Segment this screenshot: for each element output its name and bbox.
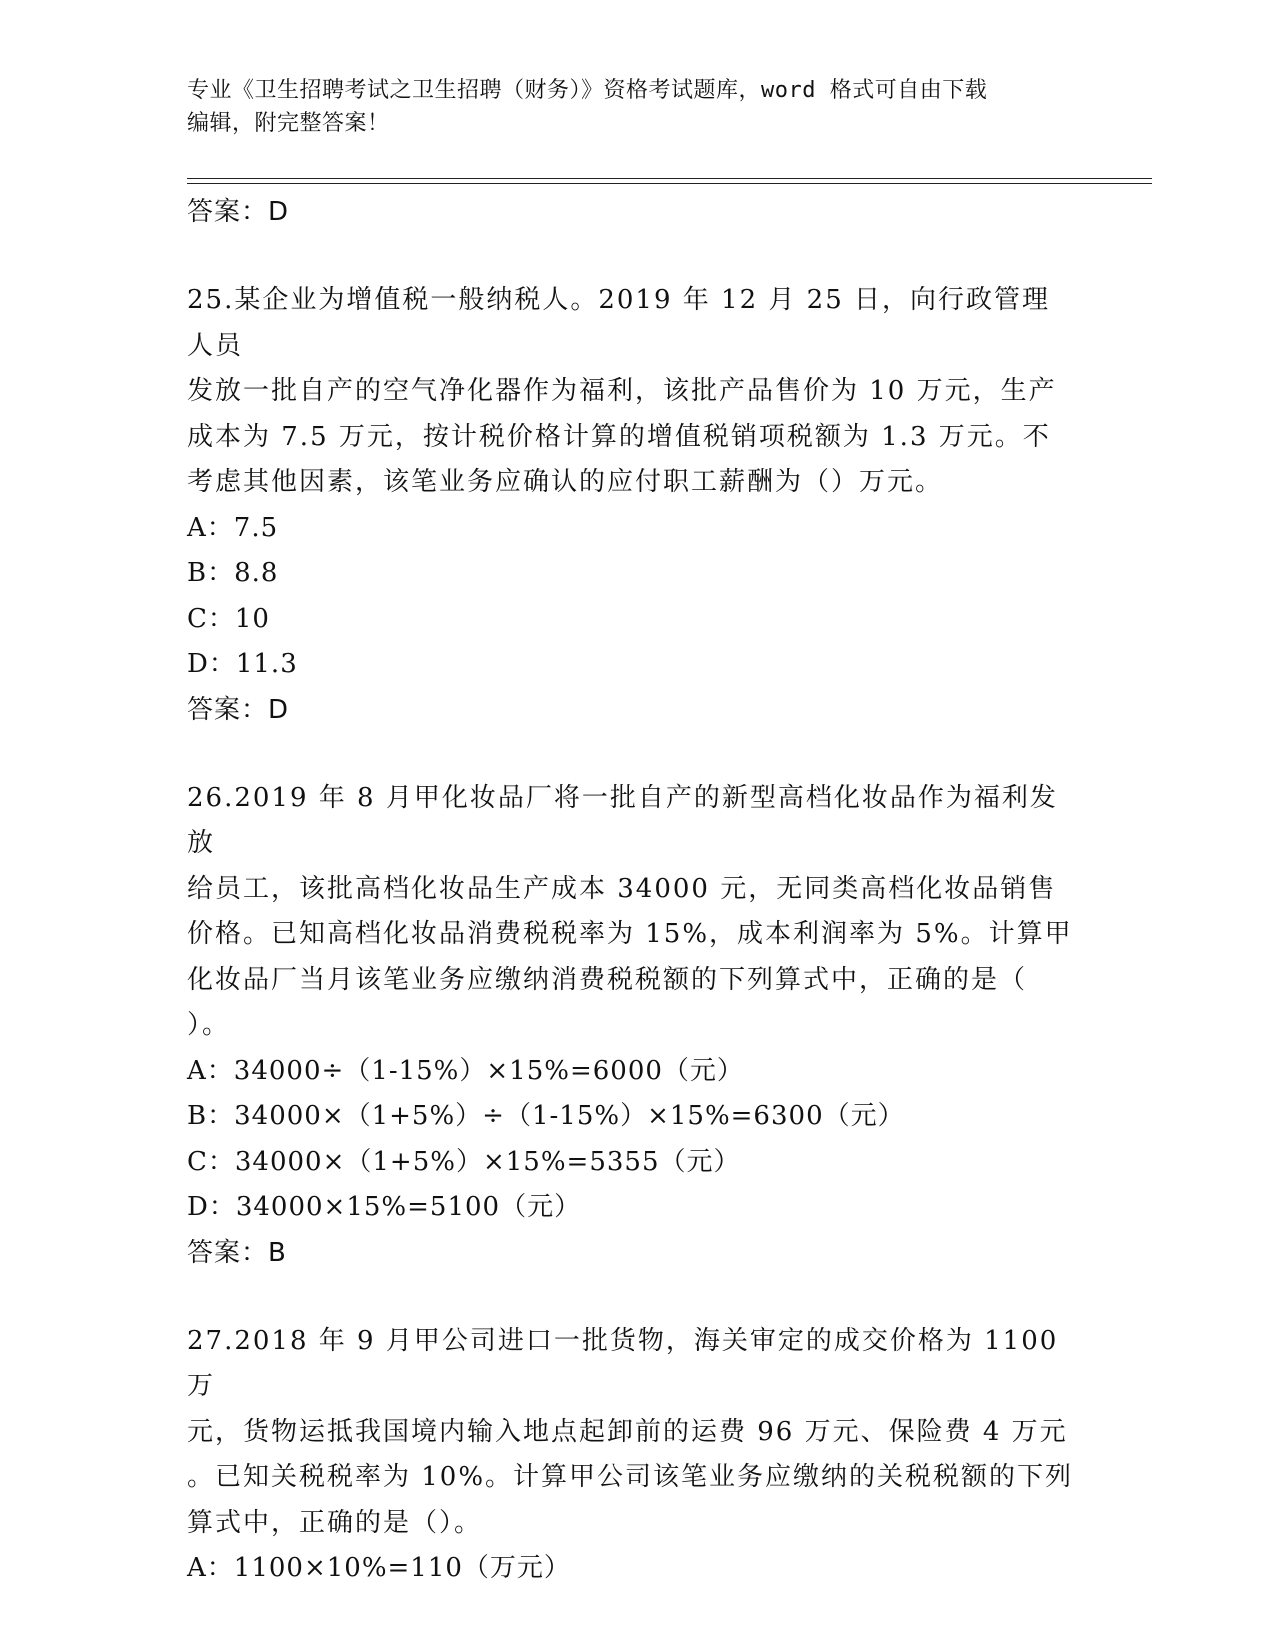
question-26 bbox=[187, 776, 1077, 1275]
option-b: B：34000×（1+5%）÷（1-15%）×15%=6300（元） bbox=[187, 1101, 905, 1131]
question-line: 价格。已知高档化妆品消费税税率为 15%，成本利润率为 5%。计算甲 bbox=[187, 919, 1073, 949]
option-a: A：1100×10%=110（万元） bbox=[187, 1553, 571, 1583]
spacer bbox=[187, 234, 1077, 278]
page-header bbox=[187, 74, 1067, 140]
option-a: A：34000÷（1-15%）×15%=6000（元） bbox=[187, 1055, 744, 1086]
page-content bbox=[187, 190, 1077, 1592]
question-line: ）。 bbox=[187, 1010, 231, 1040]
question-line: 成本为 7.5 万元，按计税价格计算的增值税销项税额为 1.3 万元。不 bbox=[187, 421, 1051, 452]
header-line-2: 编辑，附完整答案！ bbox=[187, 111, 390, 136]
header-line-1: 专业《卫生招聘考试之卫生招聘（财务）》资格考试题库，word 格式可自由下载 bbox=[187, 78, 988, 103]
spacer bbox=[187, 732, 1077, 776]
question-line: 给员工，该批高档化妆品生产成本 34000 元，无同类高档化妆品销售 bbox=[187, 873, 1057, 904]
question-line: 考虑其他因素，该笔业务应确认的应付职工薪酬为（）万元。 bbox=[187, 467, 944, 497]
answer-line: 答案：D bbox=[187, 694, 290, 725]
question-line: 化妆品厂当月该笔业务应缴纳消费税税额的下列算式中，正确的是（ bbox=[187, 964, 1028, 995]
header-divider bbox=[187, 178, 1152, 184]
option-c: C：10 bbox=[187, 603, 270, 634]
option-b: B：8.8 bbox=[187, 558, 279, 588]
question-line: 发放一批自产的空气净化器作为福利，该批产品售价为 10 万元，生产 bbox=[187, 376, 1057, 406]
question-line: 25.某企业为增值税一般纳税人。2019 年 12 月 25 日，向行政管理人员 bbox=[187, 285, 1051, 361]
question-line: 元，货物运抵我国境内输入地点起卸前的运费 96 万元、保险费 4 万元 bbox=[187, 1416, 1068, 1447]
question-25 bbox=[187, 278, 1077, 732]
question-line: 。已知关税税率为 10%。计算甲公司该笔业务应缴纳的关税税额的下列 bbox=[187, 1462, 1074, 1492]
question-27 bbox=[187, 1319, 1077, 1592]
question-line: 27.2018 年 9 月甲公司进口一批货物，海关审定的成交价格为 1100 万 bbox=[187, 1325, 1059, 1401]
answer-line: 答案：B bbox=[187, 1237, 287, 1268]
option-d: D：11.3 bbox=[187, 649, 298, 679]
spacer bbox=[187, 1275, 1077, 1319]
question-line: 算式中，正确的是（）。 bbox=[187, 1507, 483, 1538]
question-line: 26.2019 年 8 月甲化妆品厂将一批自产的新型高档化妆品作为福利发放 bbox=[187, 782, 1058, 858]
previous-answer: 答案：D bbox=[187, 197, 290, 227]
option-d: D：34000×15%=5100（元） bbox=[187, 1192, 582, 1222]
option-c: C：34000×（1+5%）×15%=5355（元） bbox=[187, 1146, 741, 1177]
option-a: A：7.5 bbox=[187, 512, 279, 543]
